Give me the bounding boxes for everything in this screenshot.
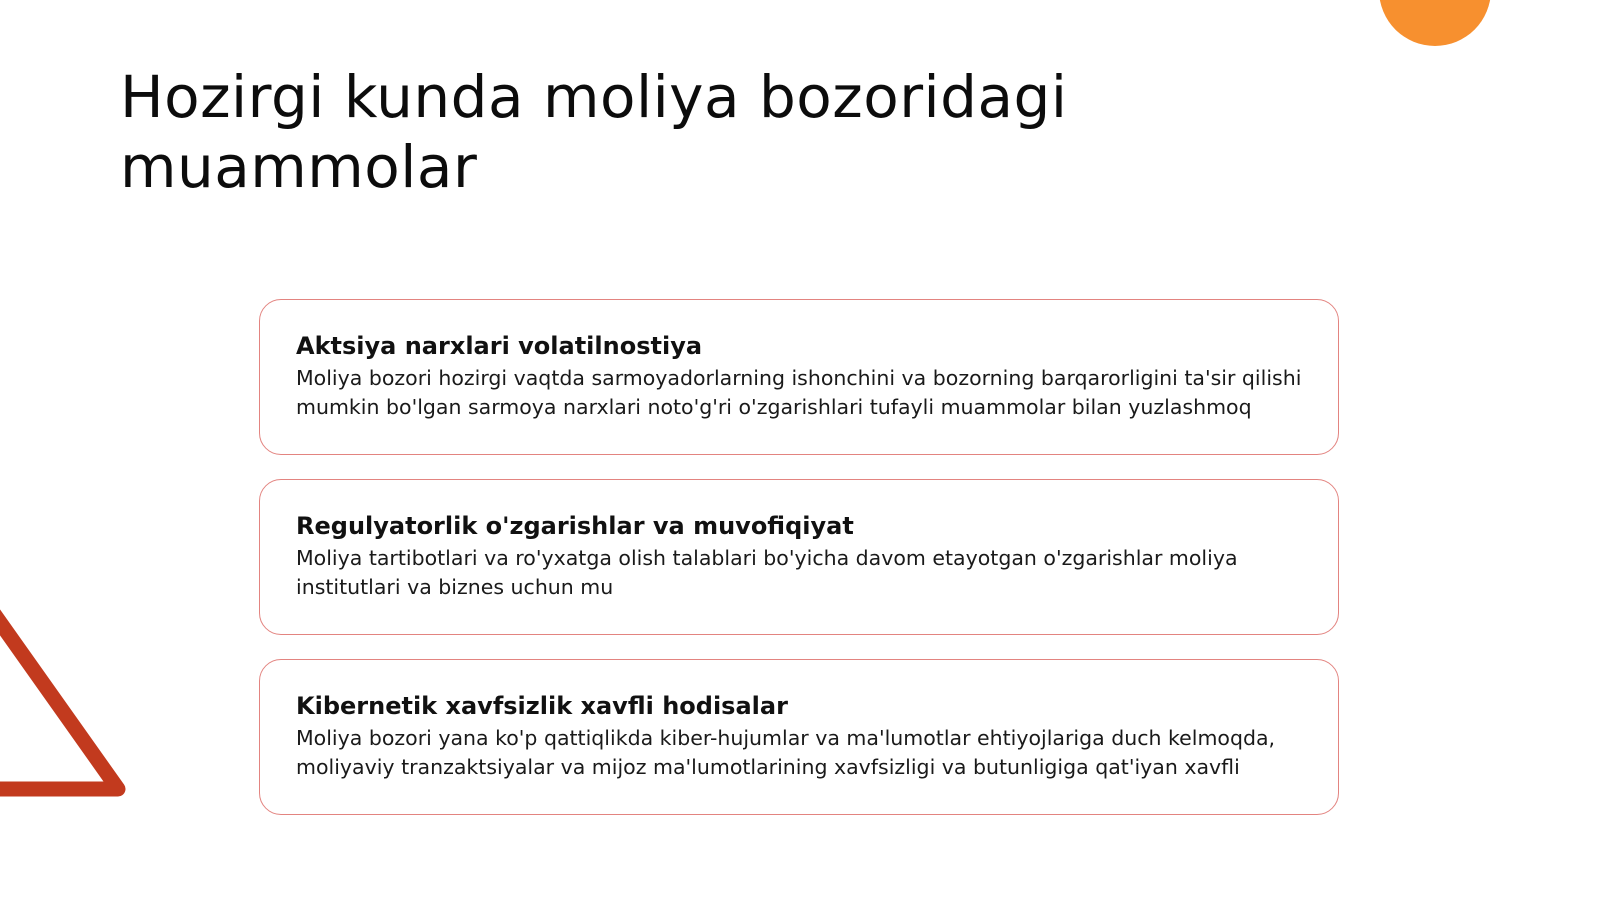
slide-title: Hozirgi kunda moliya bozoridagi muammolar bbox=[120, 63, 1068, 201]
card-text: Moliya bozori yana ko'p qattiqlikda kiber-hujumlar va ma'lumotlar ehtiyojlariga duch kelmoqda, moliyaviy tranzaktsiyalar va mijoz ma'lumotlarining xavfsizligi va butunligiga qat'iyan xavfli bbox=[296, 726, 1276, 779]
card-regulatory-changes bbox=[259, 479, 1339, 635]
orange-circle-decoration bbox=[1379, 0, 1491, 46]
card-stock-volatility bbox=[259, 299, 1339, 455]
card-text: Moliya bozori hozirgi vaqtda sarmoyadorlarning ishonchini va bozorning barqarorligini ta'sir qilishi mumkin bo'lgan sarmoya narxlari noto'g'ri o'zgarishlari tufayli muammolar bilan yuzlashmoq bbox=[296, 366, 1302, 419]
red-triangle-decoration bbox=[0, 575, 130, 815]
card-cybersecurity bbox=[259, 659, 1339, 815]
card-heading: Regulyatorlik o'zgarishlar va muvofiqiyat bbox=[296, 512, 854, 540]
card-text: Moliya tartibotlari va ro'yxatga olish talablari bo'yicha davom etayotgan o'zgarishlar moliya institutlari va biznes uchun mu bbox=[296, 546, 1238, 599]
card-list bbox=[259, 299, 1339, 839]
card-heading: Aktsiya narxlari volatilnostiya bbox=[296, 332, 703, 360]
card-heading: Kibernetik xavfsizlik xavfli hodisalar bbox=[296, 692, 788, 720]
